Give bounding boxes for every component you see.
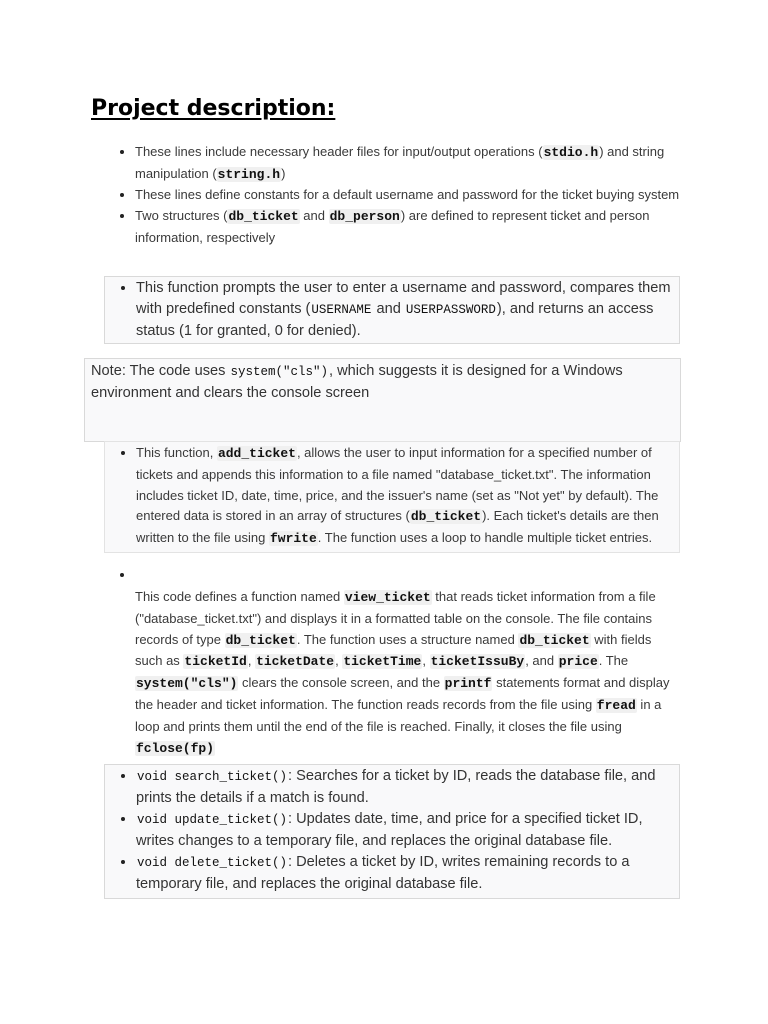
list-item: • void update_ticket(): Updates date, time, and price for a specified ticket ID, writes changes to a temporary file, and replaces the original database file. — [136, 809, 673, 852]
view-ticket-section — [104, 565, 680, 759]
inline-code: printf — [444, 676, 492, 692]
inline-code: stdio.h — [543, 145, 599, 160]
list-item: • void delete_ticket(): Deletes a ticket by ID, writes remaining records to a temporary file, and replaces the original database file. — [136, 852, 673, 895]
header-files-section — [104, 142, 684, 249]
inline-code: ticketTime — [343, 654, 422, 670]
inline-code: add_ticket — [217, 446, 296, 461]
bullet-list — [104, 565, 680, 585]
inline-code: db_person — [329, 209, 400, 225]
inline-code: db_ticket — [225, 632, 296, 648]
ticket-functions-box — [104, 764, 680, 899]
inline-code: fwrite — [269, 531, 317, 547]
list-item: • These lines define constants for a default username and password for the ticket buying system — [135, 185, 684, 206]
inline-code: price — [558, 654, 598, 670]
inline-code: db_ticket — [410, 509, 482, 525]
add-ticket-section — [104, 441, 680, 553]
inline-code: ticketDate — [256, 654, 335, 670]
bullet-list — [105, 766, 673, 895]
list-item: • This function, add_ticket, allows the user to input information for a specified number of tickets and appends this information to a file named "database_ticket.txt". The information includes ticket ID, date, time, price, and the issuer's name (set as "Not yet" by default). The entered data is stored in an array of structures (db_ticket). Each ticket's details are then written to the file using fwrite. The function uses a loop to handle multiple ticket entries. — [136, 443, 673, 550]
inline-code: view_ticket — [344, 590, 431, 605]
view-ticket-paragraph: This code defines a function named view_ticket that reads ticket information from a file ("database_ticket.txt") and displays it in a formatted table on the console. The file contains records of type db_ticket. The function uses a structure named db_ticket with fields such as ticketId, ticketDate, ticketTime, ticketIssuBy, and price. The system("cls") clears the console screen, and the printf statements format and display the header and ticket information. The function reads records from the file using fread in a loop and prints them until the end of the file is reached. Finally, it closes the file using fclose(fp) — [135, 589, 670, 756]
inline-code: void delete_ticket() — [137, 856, 288, 870]
empty-list-item — [135, 565, 680, 585]
list-item: • Two structures (db_ticket and db_person) are defined to represent ticket and person information, respectively — [135, 206, 684, 248]
inline-code: system("cls") — [136, 676, 238, 692]
bullet-list — [105, 443, 673, 550]
inline-code: ticketId — [184, 654, 247, 670]
inline-code: USERNAME — [311, 303, 372, 317]
inline-code: void update_ticket() — [137, 813, 288, 827]
inline-code: system("cls") — [230, 365, 328, 379]
inline-code: string.h — [217, 166, 281, 182]
inline-code: db_ticket — [519, 632, 590, 648]
bullet-list — [104, 142, 684, 249]
bullet-list — [105, 278, 673, 342]
login-function-box — [104, 276, 680, 344]
inline-code: fclose(fp) — [136, 740, 215, 756]
inline-code: fread — [596, 697, 636, 713]
inline-code: ticketIssuBy — [430, 654, 525, 670]
inline-code: void search_ticket() — [137, 770, 288, 784]
page-title: Project description: — [91, 96, 336, 121]
inline-code: USERPASSWORD — [405, 303, 496, 317]
inline-code: db_ticket — [228, 209, 299, 225]
note-box: Note: The code uses system("cls"), which suggests it is designed for a Windows environment and clears the console screen — [84, 358, 681, 442]
list-item: • These lines include necessary header files for input/output operations (stdio.h) and string manipulation (string.h) — [135, 142, 684, 185]
list-item: • This function prompts the user to enter a username and password, compares them with predefined constants (USERNAME and USERPASSWORD), and returns an access status (1 for granted, 0 for denied). — [136, 278, 673, 342]
list-item: • void search_ticket(): Searches for a ticket by ID, reads the database file, and prints the details if a match is found. — [136, 766, 673, 809]
